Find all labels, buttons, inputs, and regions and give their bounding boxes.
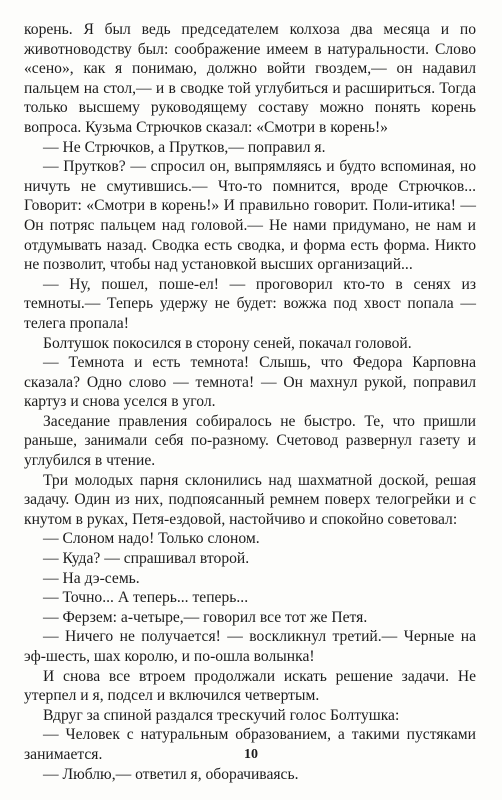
paragraph: корень. Я был ведь председателем колхоза два месяца и по животноводству был: соображение имеем в натуральности. Слово «сено», как я понимаю, должно войти гвоздем,— он надавил пальцем на стол,— и в сводке той углубиться и расшириться. Тогда только высшему руководящему составу можно понять корень вопроса. Кузьма Стрючков сказал: «Смотри в корень!» bbox=[24, 21, 476, 136]
paragraph: — Не Стрючков, а Прутков,— поправил я. bbox=[43, 138, 326, 156]
paragraph: — Точно... А теперь... теперь... bbox=[43, 589, 249, 607]
paragraph: — Ну, пошел, поше-ел! — проговорил кто-то в сенях из темноты.— Теперь удержу не будет: вожжа под хвост попала — телега пропала! bbox=[24, 275, 476, 332]
paragraph: — На дэ-семь. bbox=[43, 569, 140, 587]
paragraph: Три молодых парня склонились над шахматной доской, решая задачу. Один из них, подпоясанный ремнем поверх телогрейки и с кнутом в руках, Петя-ездовой, настойчиво и спокойно советовал: bbox=[24, 471, 476, 528]
paragraph: — Слоном надо! Только слоном. bbox=[43, 530, 260, 548]
paragraph: Вдруг за спиной раздался трескучий голос Болтушка: bbox=[43, 706, 400, 724]
paragraph: — Прутков? — спросил он, выпрямляясь и будто вспоминая, но ничуть не смутившись.— Что-то помнится, вроде Стрючков... Говорит: «Смотри в корень!» И правильно говорит. Поли-итика! — Он потряс пальцем над головой.— Не нами придумано, не нам и отдумывать назад. Сводка есть сводка, и форма есть форма. Никто не позволит, чтобы над установкой высших организаций... bbox=[24, 158, 476, 274]
body-text bbox=[24, 20, 476, 784]
paragraph: — Человек с натуральным образованием, а такими пустяками занимается. bbox=[24, 726, 476, 763]
paragraph: — Ферзем: а-четыре,— говорил все тот же Петя. bbox=[43, 608, 368, 626]
paragraph: — Люблю,— ответил я, оборачиваясь. bbox=[43, 765, 299, 783]
paragraph: — Ничего не получается! — воскликнул третий.— Черные на эф-шесть, шах королю, и по-ошла волынка! bbox=[24, 628, 476, 665]
paragraph: И снова все втроем продолжали искать решение задачи. Не утерпел и я, подсел и включился четвертым. bbox=[24, 667, 476, 705]
page-number: 10 bbox=[244, 747, 258, 762]
paragraph: — Темнота и есть темнота! Слышь, что Федора Карповна сказала? Одно слово — темнота! — Он махнул рукой, поправил картуз и снова уселся в угол. bbox=[24, 354, 476, 411]
paragraph: Болтушок покосился в сторону сеней, покачал головой. bbox=[43, 334, 412, 352]
paragraph: — Куда? — спрашивал второй. bbox=[43, 550, 250, 568]
paragraph: Заседание правления собиралось не быстро. Те, что пришли раньше, занимали себя по-разному. Счетовод развернул газету и углубился в чтение. bbox=[24, 412, 476, 470]
